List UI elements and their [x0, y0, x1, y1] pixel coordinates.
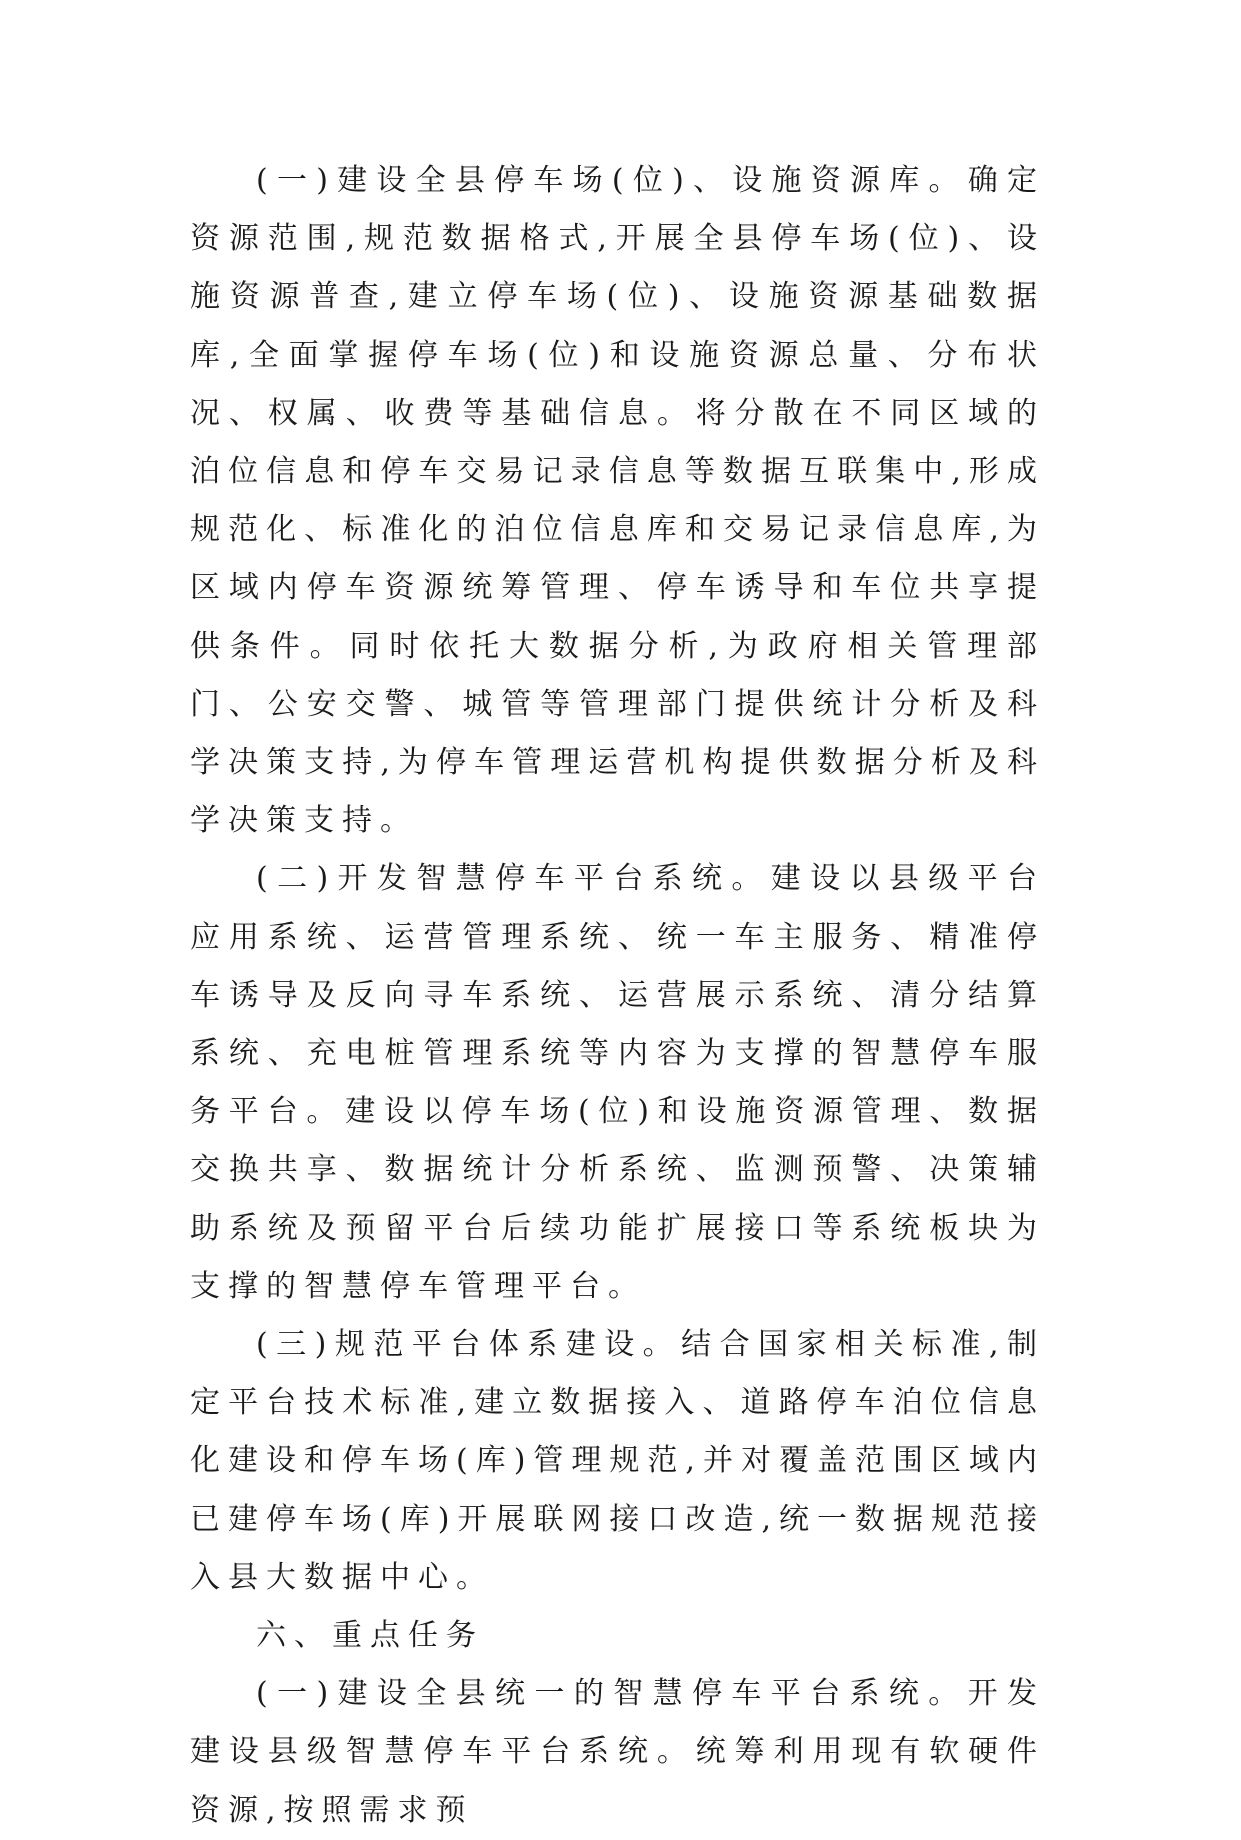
paragraph-platform-system: (二)开发智慧停车平台系统。建设以县级平台应用系统、运营管理系统、统一车主服务、精准停车诱导及反向寻车系统、运营展示系统、清分结算系统、充电桩管理系统等内容为支撑的智慧停车服务平台。建设以停车场(位)和设施资源管理、数据交换共享、数据统计分析系统、监测预警、决策辅助系统及预留平台后续功能扩展接口等系统板块为支撑的智慧停车管理平台。	[190, 861, 1045, 1304]
paragraph-unified-platform: (一)建设全县统一的智慧停车平台系统。开发建设县级智慧停车平台系统。统筹利用现有软硬件资源,按照需求预	[190, 1676, 1045, 1828]
section-heading-key-tasks: 六、重点任务	[256, 1618, 484, 1654]
document-body	[190, 152, 1045, 1840]
paragraph-resource-database: (一)建设全县停车场(位)、设施资源库。确定资源范围,规范数据格式,开展全县停车场(位)、设施资源普查,建立停车场(位)、设施资源基础数据库,全面掌握停车场(位)和设施资源总量、分布状况、权属、收费等基础信息。将分散在不同区域的泊位信息和停车交易记录信息等数据互联集中,形成规范化、标准化的泊位信息库和交易记录信息库,为区域内停车资源统筹管理、停车诱导和车位共享提供条件。同时依托大数据分析,为政府相关管理部门、公安交警、城管等管理部门提供统计分析及科学决策支持,为停车管理运营机构提供数据分析及科学决策支持。	[190, 163, 1045, 839]
paragraph-platform-standards: (三)规范平台体系建设。结合国家相关标准,制定平台技术标准,建立数据接入、道路停车泊位信息化建设和停车场(库)管理规范,并对覆盖范围区域内已建停车场(库)开展联网接口改造,统一数据规范接入县大数据中心。	[190, 1327, 1045, 1595]
